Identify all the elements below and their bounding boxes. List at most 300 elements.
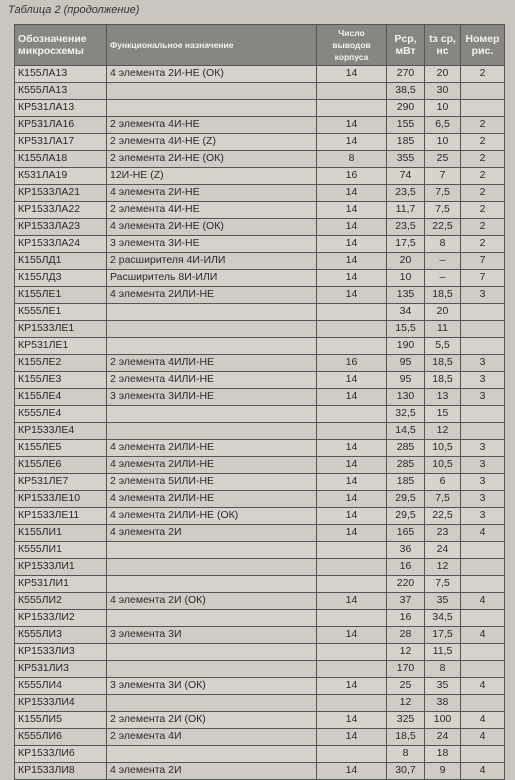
table-row <box>15 270 505 287</box>
table-row <box>15 168 505 185</box>
table-row <box>15 372 505 389</box>
cell-power: 12 <box>387 644 425 661</box>
cell-pins: 14 <box>317 678 387 695</box>
cell-power: 29,5 <box>387 508 425 525</box>
cell-power: 170 <box>387 661 425 678</box>
cell-delay: 9 <box>425 763 461 780</box>
cell-figure: 2 <box>461 219 505 236</box>
cell-delay: 7,5 <box>425 202 461 219</box>
cell-delay: 38 <box>425 695 461 712</box>
chip-table <box>14 24 505 780</box>
cell-name: КР1533ЛА22 <box>15 202 107 219</box>
table-row <box>15 219 505 236</box>
table-row <box>15 338 505 355</box>
cell-function: 4 элемента 2И <box>107 525 317 542</box>
cell-function <box>107 321 317 338</box>
cell-name: КР531ЛА13 <box>15 100 107 117</box>
cell-pins: 14 <box>317 270 387 287</box>
cell-name: К155ЛЕ5 <box>15 440 107 457</box>
cell-pins: 14 <box>317 372 387 389</box>
cell-figure <box>461 559 505 576</box>
table-row <box>15 253 505 270</box>
cell-power: 220 <box>387 576 425 593</box>
cell-function: 3 элемента 3И <box>107 627 317 644</box>
cell-power: 165 <box>387 525 425 542</box>
table-row <box>15 389 505 406</box>
cell-name: КР1533ЛЕ1 <box>15 321 107 338</box>
cell-power: 38,5 <box>387 83 425 100</box>
cell-figure: 4 <box>461 729 505 746</box>
cell-delay: 18 <box>425 746 461 763</box>
cell-name: К155ЛД1 <box>15 253 107 270</box>
cell-figure: 2 <box>461 202 505 219</box>
cell-function: 12И-НЕ (Z) <box>107 168 317 185</box>
cell-pins <box>317 83 387 100</box>
cell-figure: 3 <box>461 372 505 389</box>
table-row <box>15 304 505 321</box>
cell-pins: 14 <box>317 440 387 457</box>
cell-figure <box>461 576 505 593</box>
cell-figure: 4 <box>461 627 505 644</box>
cell-delay: 13 <box>425 389 461 406</box>
cell-delay: 25 <box>425 151 461 168</box>
cell-function <box>107 661 317 678</box>
cell-pins: 14 <box>317 253 387 270</box>
cell-name: КР531ЛА17 <box>15 134 107 151</box>
cell-delay: 6,5 <box>425 117 461 134</box>
cell-function: 4 элемента 2И-НЕ (ОК) <box>107 66 317 83</box>
cell-pins: 14 <box>317 219 387 236</box>
cell-pins <box>317 304 387 321</box>
cell-pins: 14 <box>317 202 387 219</box>
cell-name: К155ЛА13 <box>15 66 107 83</box>
cell-name: КР1533ЛИ3 <box>15 644 107 661</box>
cell-pins: 14 <box>317 236 387 253</box>
cell-power: 74 <box>387 168 425 185</box>
cell-delay: 100 <box>425 712 461 729</box>
cell-function: 4 элемента 2ИЛИ-НЕ <box>107 287 317 304</box>
cell-power: 11,7 <box>387 202 425 219</box>
table-row <box>15 712 505 729</box>
cell-pins <box>317 610 387 627</box>
cell-function <box>107 610 317 627</box>
cell-pins: 14 <box>317 729 387 746</box>
table-row <box>15 661 505 678</box>
table-row <box>15 695 505 712</box>
cell-function: 4 элемента 2ИЛИ-НЕ <box>107 457 317 474</box>
cell-function: 2 элемента 2И (ОК) <box>107 712 317 729</box>
cell-power: 8 <box>387 746 425 763</box>
table-row <box>15 627 505 644</box>
cell-figure: 3 <box>461 287 505 304</box>
table-row <box>15 542 505 559</box>
cell-name: КР1533ЛЕ10 <box>15 491 107 508</box>
table-row <box>15 593 505 610</box>
table-row <box>15 185 505 202</box>
cell-delay: 23 <box>425 525 461 542</box>
cell-figure: 3 <box>461 457 505 474</box>
cell-function: 4 элемента 2И <box>107 763 317 780</box>
cell-name: К531ЛА19 <box>15 168 107 185</box>
cell-delay: 22,5 <box>425 219 461 236</box>
cell-name: КР1533ЛА21 <box>15 185 107 202</box>
cell-function <box>107 576 317 593</box>
cell-delay: 24 <box>425 729 461 746</box>
cell-name: КР531ЛА16 <box>15 117 107 134</box>
cell-figure: 2 <box>461 185 505 202</box>
cell-figure: 2 <box>461 168 505 185</box>
cell-name: КР1533ЛА24 <box>15 236 107 253</box>
cell-function: 2 элемента 4И <box>107 729 317 746</box>
cell-function: 2 элемента 4И-НЕ <box>107 202 317 219</box>
cell-figure: 3 <box>461 474 505 491</box>
cell-delay: 35 <box>425 593 461 610</box>
cell-function: 4 элемента 2И-НЕ <box>107 185 317 202</box>
header-function: Функциональное назначение <box>107 25 317 66</box>
cell-power: 16 <box>387 559 425 576</box>
cell-power: 95 <box>387 355 425 372</box>
table-row <box>15 355 505 372</box>
table-row <box>15 474 505 491</box>
cell-name: КР1533ЛИ1 <box>15 559 107 576</box>
cell-delay: 17,5 <box>425 627 461 644</box>
cell-power: 290 <box>387 100 425 117</box>
cell-pins: 14 <box>317 66 387 83</box>
table-header-row <box>15 25 505 66</box>
cell-figure <box>461 746 505 763</box>
cell-figure: 4 <box>461 763 505 780</box>
cell-figure <box>461 661 505 678</box>
table-row <box>15 678 505 695</box>
cell-name: КР1533ЛИ4 <box>15 695 107 712</box>
cell-pins: 8 <box>317 151 387 168</box>
table-row <box>15 236 505 253</box>
cell-power: 95 <box>387 372 425 389</box>
cell-function <box>107 100 317 117</box>
cell-name: К555ЛЕ4 <box>15 406 107 423</box>
cell-power: 20 <box>387 253 425 270</box>
cell-pins <box>317 100 387 117</box>
table-row <box>15 729 505 746</box>
cell-power: 185 <box>387 134 425 151</box>
cell-name: КР1533ЛА23 <box>15 219 107 236</box>
cell-delay: 8 <box>425 661 461 678</box>
cell-figure <box>461 321 505 338</box>
cell-delay: 22,5 <box>425 508 461 525</box>
cell-delay: 6 <box>425 474 461 491</box>
cell-figure: 3 <box>461 355 505 372</box>
cell-function <box>107 304 317 321</box>
cell-power: 285 <box>387 440 425 457</box>
cell-name: К155ЛЕ6 <box>15 457 107 474</box>
cell-name: К155ЛЕ2 <box>15 355 107 372</box>
cell-delay: 18,5 <box>425 287 461 304</box>
cell-delay: 7,5 <box>425 185 461 202</box>
cell-pins: 14 <box>317 287 387 304</box>
cell-name: К155ЛИ1 <box>15 525 107 542</box>
cell-figure <box>461 610 505 627</box>
cell-delay: 20 <box>425 66 461 83</box>
cell-power: 355 <box>387 151 425 168</box>
cell-delay: 11,5 <box>425 644 461 661</box>
table-row <box>15 406 505 423</box>
table-row <box>15 321 505 338</box>
cell-name: К155ЛИ5 <box>15 712 107 729</box>
cell-delay: 8 <box>425 236 461 253</box>
cell-pins <box>317 559 387 576</box>
cell-figure <box>461 304 505 321</box>
cell-pins: 14 <box>317 627 387 644</box>
cell-delay: 15 <box>425 406 461 423</box>
cell-power: 16 <box>387 610 425 627</box>
cell-pins: 14 <box>317 508 387 525</box>
cell-function: 4 элемента 2ИЛИ-НЕ <box>107 440 317 457</box>
cell-function <box>107 644 317 661</box>
cell-name: К555ЛА13 <box>15 83 107 100</box>
cell-delay: 20 <box>425 304 461 321</box>
cell-power: 17,5 <box>387 236 425 253</box>
table-row <box>15 66 505 83</box>
cell-name: КР1533ЛИ2 <box>15 610 107 627</box>
cell-function <box>107 559 317 576</box>
header-figure: Номер рис. <box>461 25 505 66</box>
table-row <box>15 287 505 304</box>
cell-delay: – <box>425 270 461 287</box>
cell-figure: 3 <box>461 440 505 457</box>
cell-pins: 14 <box>317 389 387 406</box>
cell-pins: 14 <box>317 117 387 134</box>
cell-name: К555ЛИ2 <box>15 593 107 610</box>
cell-figure: 2 <box>461 236 505 253</box>
cell-power: 36 <box>387 542 425 559</box>
cell-delay: 35 <box>425 678 461 695</box>
cell-power: 15,5 <box>387 321 425 338</box>
cell-power: 32,5 <box>387 406 425 423</box>
table-row <box>15 83 505 100</box>
header-name: Обозначение микросхемы <box>15 25 107 66</box>
cell-pins <box>317 576 387 593</box>
cell-pins <box>317 746 387 763</box>
cell-figure: 2 <box>461 66 505 83</box>
cell-name: К555ЛИ4 <box>15 678 107 695</box>
cell-pins <box>317 321 387 338</box>
cell-delay: 11 <box>425 321 461 338</box>
cell-function: 3 элемента 3ИЛИ-НЕ <box>107 389 317 406</box>
cell-name: К155ЛД3 <box>15 270 107 287</box>
table-row <box>15 576 505 593</box>
cell-delay: 7,5 <box>425 491 461 508</box>
table-row <box>15 440 505 457</box>
cell-pins: 14 <box>317 185 387 202</box>
cell-pins <box>317 423 387 440</box>
cell-function: 2 элемента 4И-НЕ <box>107 117 317 134</box>
cell-figure <box>461 423 505 440</box>
cell-delay: 24 <box>425 542 461 559</box>
cell-function: 4 элемента 2И-НЕ (ОК) <box>107 219 317 236</box>
cell-name: КР1533ЛИ8 <box>15 763 107 780</box>
table-row <box>15 151 505 168</box>
table-row <box>15 610 505 627</box>
table-row <box>15 746 505 763</box>
cell-power: 34 <box>387 304 425 321</box>
cell-function <box>107 542 317 559</box>
cell-function: Расширитель 8И-ИЛИ <box>107 270 317 287</box>
cell-power: 30,7 <box>387 763 425 780</box>
cell-function <box>107 423 317 440</box>
cell-delay: 7,5 <box>425 576 461 593</box>
cell-pins: 14 <box>317 474 387 491</box>
cell-pins: 14 <box>317 134 387 151</box>
cell-name: КР531ЛЕ7 <box>15 474 107 491</box>
cell-function <box>107 746 317 763</box>
cell-function: 4 элемента 2ИЛИ-НЕ (ОК) <box>107 508 317 525</box>
cell-figure <box>461 83 505 100</box>
cell-function: 3 элемента 3И-НЕ <box>107 236 317 253</box>
cell-name: К155ЛЕ3 <box>15 372 107 389</box>
cell-function: 4 элемента 2И (ОК) <box>107 593 317 610</box>
table-row <box>15 763 505 780</box>
cell-function: 2 элемента 4ИЛИ-НЕ <box>107 355 317 372</box>
cell-name: КР1533ЛЕ11 <box>15 508 107 525</box>
cell-delay: 30 <box>425 83 461 100</box>
cell-pins <box>317 695 387 712</box>
cell-power: 185 <box>387 474 425 491</box>
cell-pins: 14 <box>317 763 387 780</box>
cell-function: 4 элемента 2ИЛИ-НЕ <box>107 491 317 508</box>
table-row <box>15 134 505 151</box>
cell-delay: 12 <box>425 559 461 576</box>
cell-name: К155ЛЕ1 <box>15 287 107 304</box>
cell-figure: 7 <box>461 253 505 270</box>
cell-figure: 4 <box>461 593 505 610</box>
cell-delay: 18,5 <box>425 355 461 372</box>
cell-pins: 14 <box>317 712 387 729</box>
cell-name: К155ЛА18 <box>15 151 107 168</box>
cell-power: 37 <box>387 593 425 610</box>
cell-pins: 14 <box>317 491 387 508</box>
cell-power: 270 <box>387 66 425 83</box>
cell-name: К555ЛИ6 <box>15 729 107 746</box>
cell-name: К555ЛЕ1 <box>15 304 107 321</box>
table-row <box>15 644 505 661</box>
cell-pins <box>317 661 387 678</box>
cell-pins: 14 <box>317 593 387 610</box>
table-row <box>15 508 505 525</box>
table-row <box>15 491 505 508</box>
cell-pins: 16 <box>317 355 387 372</box>
cell-power: 14,5 <box>387 423 425 440</box>
cell-function <box>107 83 317 100</box>
table-row <box>15 525 505 542</box>
cell-figure <box>461 542 505 559</box>
cell-figure: 2 <box>461 134 505 151</box>
cell-delay: – <box>425 253 461 270</box>
cell-function <box>107 406 317 423</box>
cell-figure: 3 <box>461 491 505 508</box>
cell-pins: 14 <box>317 525 387 542</box>
header-pins: Число выводов корпуса <box>317 25 387 66</box>
cell-delay: 10,5 <box>425 440 461 457</box>
cell-delay: 10 <box>425 134 461 151</box>
cell-figure: 2 <box>461 151 505 168</box>
cell-name: К155ЛЕ4 <box>15 389 107 406</box>
cell-name: КР531ЛЕ1 <box>15 338 107 355</box>
cell-function: 2 элемента 4ИЛИ-НЕ <box>107 372 317 389</box>
cell-power: 23,5 <box>387 219 425 236</box>
cell-figure <box>461 644 505 661</box>
cell-figure: 3 <box>461 389 505 406</box>
cell-figure: 3 <box>461 508 505 525</box>
cell-figure <box>461 695 505 712</box>
cell-name: КР531ЛИ3 <box>15 661 107 678</box>
cell-function <box>107 695 317 712</box>
cell-figure <box>461 100 505 117</box>
cell-pins <box>317 542 387 559</box>
table-row <box>15 117 505 134</box>
header-power: Pср, мВт <box>387 25 425 66</box>
cell-delay: 18,5 <box>425 372 461 389</box>
cell-power: 10 <box>387 270 425 287</box>
cell-name: КР531ЛИ1 <box>15 576 107 593</box>
table-row <box>15 202 505 219</box>
cell-power: 29,5 <box>387 491 425 508</box>
cell-power: 325 <box>387 712 425 729</box>
cell-power: 155 <box>387 117 425 134</box>
cell-function: 3 элемента 3И (ОК) <box>107 678 317 695</box>
cell-function: 2 расширителя 4И-ИЛИ <box>107 253 317 270</box>
cell-name: К555ЛИ3 <box>15 627 107 644</box>
cell-pins <box>317 406 387 423</box>
cell-name: К555ЛИ1 <box>15 542 107 559</box>
cell-function: 2 элемента 4И-НЕ (Z) <box>107 134 317 151</box>
cell-power: 23,5 <box>387 185 425 202</box>
table-row <box>15 457 505 474</box>
cell-pins: 14 <box>317 457 387 474</box>
cell-delay: 34,5 <box>425 610 461 627</box>
table-caption: Таблица 2 (продолжение) <box>8 4 140 16</box>
cell-pins <box>317 338 387 355</box>
table-body <box>15 66 505 780</box>
cell-function: 2 элемента 2И-НЕ (ОК) <box>107 151 317 168</box>
cell-power: 25 <box>387 678 425 695</box>
cell-delay: 7 <box>425 168 461 185</box>
cell-function: 2 элемента 5ИЛИ-НЕ <box>107 474 317 491</box>
cell-figure <box>461 338 505 355</box>
header-delay: tз ср, нс <box>425 25 461 66</box>
cell-pins <box>317 644 387 661</box>
cell-power: 18,5 <box>387 729 425 746</box>
cell-pins: 16 <box>317 168 387 185</box>
cell-delay: 5,5 <box>425 338 461 355</box>
cell-name: КР1533ЛЕ4 <box>15 423 107 440</box>
table-row <box>15 559 505 576</box>
cell-name: КР1533ЛИ6 <box>15 746 107 763</box>
table-row <box>15 100 505 117</box>
cell-power: 28 <box>387 627 425 644</box>
cell-figure: 7 <box>461 270 505 287</box>
cell-figure: 4 <box>461 678 505 695</box>
cell-figure: 2 <box>461 117 505 134</box>
cell-power: 135 <box>387 287 425 304</box>
cell-power: 130 <box>387 389 425 406</box>
cell-delay: 10 <box>425 100 461 117</box>
table-row <box>15 423 505 440</box>
cell-delay: 12 <box>425 423 461 440</box>
cell-delay: 10,5 <box>425 457 461 474</box>
cell-power: 285 <box>387 457 425 474</box>
cell-figure: 4 <box>461 712 505 729</box>
cell-figure <box>461 406 505 423</box>
